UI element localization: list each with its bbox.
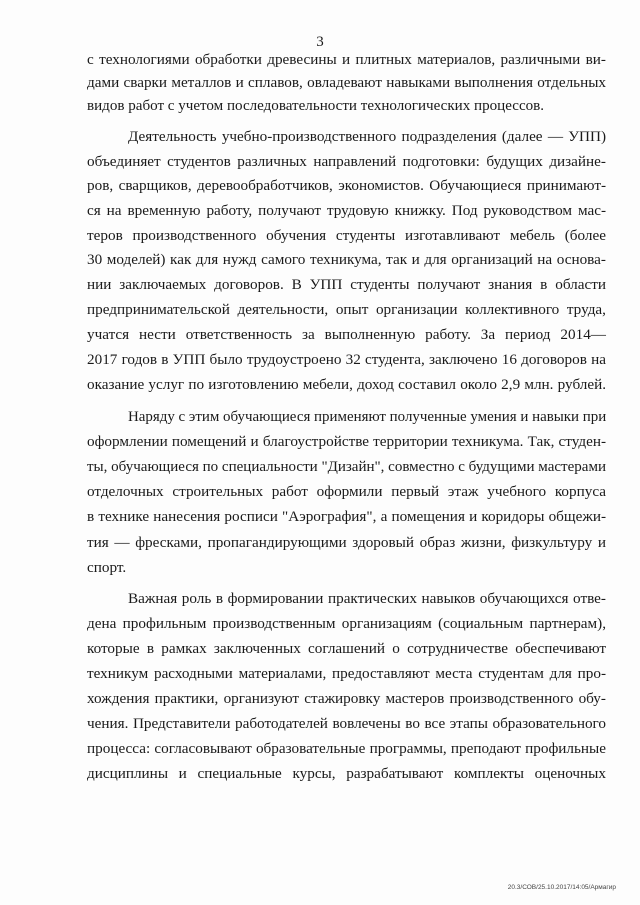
text-line: техникум расходными материалами, предоставляют места студентам для про- xyxy=(87,665,607,682)
text-line: с технологиями обработки древесины и плитных материалов, различными ви- xyxy=(87,51,606,68)
text-line: учатся нести ответственность за выполненную работу. За период 2014— xyxy=(87,326,606,343)
text-line: дами сварки металлов и сплавов, овладевают навыками выполнения отдельных xyxy=(87,74,607,91)
text-line: в технике нанесения росписи "Аэрография", а помещения и коридоры общежи- xyxy=(87,508,606,525)
text-line: объединяет студентов различных направлений подготовки: будущих дизайне- xyxy=(87,153,606,170)
text-line: предпринимательской деятельности, опыт организации коллективного труда, xyxy=(87,301,606,318)
page-number: 3 xyxy=(316,34,324,50)
text-line: 2017 годов в УПП было трудоустроено 32 студента, заключено 16 договоров на xyxy=(87,351,606,368)
text-line: Важная роль в формировании практических навыков обучающихся отве- xyxy=(128,590,606,607)
text-line: чения. Представители работодателей вовлечены во все этапы образовательного xyxy=(87,715,607,732)
text-line: Деятельность учебно-производственного подразделения (далее — УПП) xyxy=(128,128,607,145)
footer-code: 20.3/СОВ/25.10.2017/14:05/Армагир xyxy=(507,884,616,891)
text-line: Наряду с этим обучающиеся применяют полученные умения и навыки при xyxy=(128,409,607,425)
text-line: ся на временную работу, получают трудовую книжку. Под руководством мас- xyxy=(87,202,607,219)
text-line: отделочных строительных работ оформили первый этаж учебного корпуса xyxy=(87,483,607,500)
text-line: которые в рамках заключенных соглашений о сотрудничестве обеспечивают xyxy=(87,640,606,657)
text-line: видов работ с учетом последовательности технологических процессов. xyxy=(87,98,545,114)
text-line: дисциплины и специальные курсы, разрабатывают комплекты оценочных xyxy=(87,765,606,782)
text-line: оформлении помещений и благоустройстве территории техникума. Так, студен- xyxy=(87,433,607,450)
text-line: оказание услуг по изготовлению мебели, доход составил около 2,9 млн. рублей. xyxy=(87,376,607,393)
text-line: процесса: согласовывают образовательные программы, преподают профильные xyxy=(87,740,606,757)
text-line: 30 моделей) как для нужд самого техникума, так и для организаций на основа- xyxy=(87,251,606,268)
text-line: хождения практики, организуют стажировку мастеров производственного обу- xyxy=(87,690,606,707)
text-line: спорт. xyxy=(87,559,127,576)
text-line: тия — фресками, пропагандирующими здоровый образ жизни, физкультуру и xyxy=(87,534,606,551)
text-line: дена профильным производственным организациям (социальным партнерам), xyxy=(87,615,607,632)
text-line: ты, обучающиеся по специальности "Дизайн", совместно с будущими мастерами xyxy=(87,459,606,475)
text-line: теров производственного обучения студенты изготавливают мебель (более xyxy=(87,227,606,244)
text-line: нии заключаемых договоров. В УПП студенты получают знания в области xyxy=(87,276,607,293)
text-line: ров, сварщиков, деревообработчиков, экономистов. Обучающиеся принимают- xyxy=(87,177,607,194)
